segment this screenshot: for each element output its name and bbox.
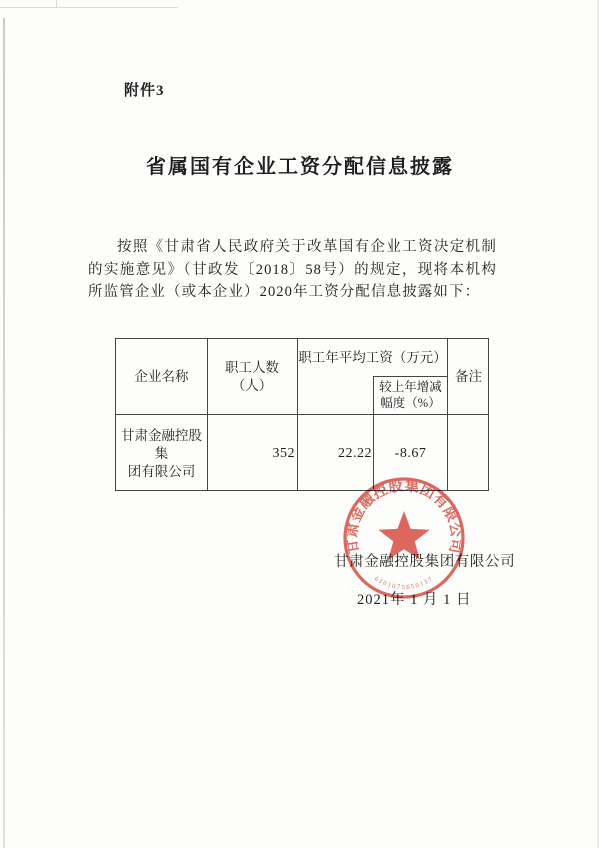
cell-yoy-change: -8.67: [394, 445, 427, 461]
header-yoy-change: [373, 376, 448, 414]
cell-enterprise-name-line1: 甘肃金融控股集: [121, 427, 202, 461]
paper-edge-top-crease: [56, 0, 57, 8]
cell-enterprise-name: [116, 415, 207, 492]
paper-edge-left: [3, 18, 5, 848]
seal-ring-text: 甘肃金融控股集团有限公司: [344, 477, 464, 555]
header-remarks: 备注: [455, 368, 482, 384]
header-yoy-change-line2: 幅度（%）: [380, 396, 441, 410]
page-title: 省属国有企业工资分配信息披露: [146, 156, 454, 178]
header-employee-count: [207, 339, 297, 414]
attachment-label: 附件3: [124, 83, 165, 99]
paper-edge-right: [597, 0, 599, 848]
signature-date: 2021年 1 月 1 日: [357, 592, 472, 608]
paper-edge-top: [0, 7, 178, 8]
header-employee-count-line1: 职工人数: [225, 359, 279, 375]
company-seal: [319, 453, 489, 623]
seal-serial-number: 6201075650137: [373, 575, 435, 591]
header-yoy-change-line1: 较上年增减: [379, 379, 442, 394]
header-avg-wage-group: 职工年平均工资（万元）: [298, 349, 447, 365]
cell-avg-wage: 22.22: [338, 445, 372, 461]
cell-employee-count: 352: [272, 445, 295, 461]
signature-company: 甘肃金融控股集团有限公司: [334, 554, 516, 570]
cell-enterprise-name-line2: 团有限公司: [127, 463, 196, 479]
header-employee-count-line2: （人）: [231, 377, 273, 393]
star-icon: [378, 511, 429, 560]
intro-paragraph: 按照《甘肃省人民政府关于改革国有企业工资决定机制的实施意见》（甘政发〔2018〕58号）的规定，现将本机构所监管企业（或本企业）2020年工资分配信息披露如下：: [88, 239, 497, 301]
header-enterprise-name: 企业名称: [134, 368, 189, 384]
